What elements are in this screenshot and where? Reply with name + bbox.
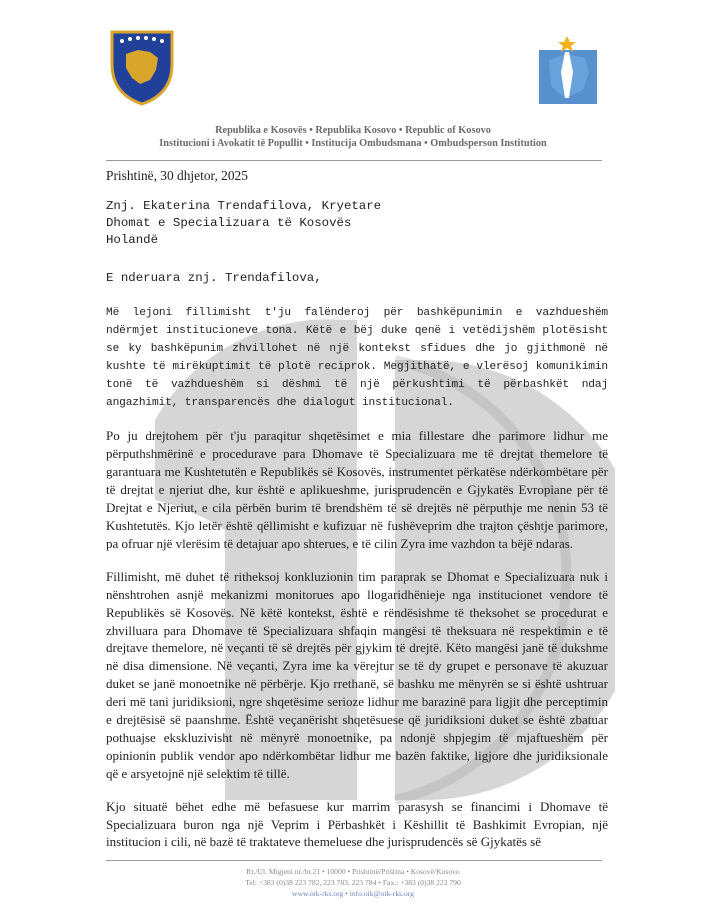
salutation: E nderuara znj. Trendafilova, bbox=[106, 271, 322, 285]
footer-links: www.oik-rks.org • info.oik@oik-rks.org bbox=[292, 889, 414, 898]
letter-body bbox=[106, 305, 608, 851]
header-divider bbox=[106, 160, 602, 161]
recipient-line: Dhomat e Specializuara të Kosovës bbox=[106, 216, 352, 230]
footer bbox=[0, 866, 706, 899]
footer-phones: Tel: +383 (0)38 223 782, 223 783, 223 784 • Fax.: +383 (0)38 223 790 bbox=[245, 878, 461, 887]
body-paragraph: Po ju drejtohem për t'ju paraqitur shqetësimet e mia fillestare dhe parimore lidhur me përputhshmërinë e procedurave para Dhomave të Specializuara me të drejtat themelore të garantuara me Kushtetutën e Republikës së Kosovës, instrumentet përkatëse ndërkombëtare për të drejtat e njeriut dhe, kur është e aplikueshme, jurisprudencën e Gjykatës Evropiane për të Drejtat e Njeriut, e cila përbën burim të brendshëm të së drejtës në përputhje me nenin 53 të Kushtetutës. Kjo letër është qëllimisht e kufizuar në fushëveprim dhe trajton çështje parimore, pa ofruar një vlerësim të detajuar apo shterues, e të cilin Zyra ime vazhdon ta bëjë ndaras. bbox=[106, 428, 608, 551]
letterhead-line-2: Institucioni i Avokatit të Popullit • Institucija Ombudsmana • Ombudsperson Institution bbox=[159, 138, 547, 149]
footer-address: Rr./Ul. Migjeni nr./br.21 • 10000 • Prishtinë/Priština • Kosovë/Kosovo bbox=[246, 867, 460, 876]
letterhead-line-1: Republika e Kosovës • Republika Kosovo • Republic of Kosovo bbox=[215, 125, 491, 136]
letter-content bbox=[106, 168, 608, 866]
ombudsperson-logo-icon bbox=[535, 28, 600, 106]
body-paragraph: Më lejoni fillimisht t'ju falënderoj për bashkëpunimin e vazhdueshëm ndërmjet institucioneve tona. Këtë e bëj duke qenë i vetëdijshëm plotësisht se ky bashkëpunim zhvillohet në një kontekst sfidues dhe jo gjithmonë në kushte të mirëkuptimit të plotë reciprok. Megjithatë, e vlerësoj komunikimin tonë të vazhdueshëm si dëshmi të një përkushtimi të përbashkët ndaj angazhimit, transparencës dhe dialogut institucional. bbox=[106, 307, 608, 409]
letterhead bbox=[0, 124, 706, 150]
body-paragraph: Kjo situatë bëhet edhe më befasuese kur marrim parasysh se financimi i Dhomave të Specializuara buron nga një Veprim i Përbashkët i Këshillit të Bashkimit Evropian, një institucion i cili, në bazë të traktateve themeluese dhe jurisprudencës së Gjykatës së bbox=[106, 798, 608, 850]
letter-date: Prishtinë, 30 dhjetor, 2025 bbox=[106, 168, 248, 183]
recipient-line: Znj. Ekaterina Trendafilova, Kryetare bbox=[106, 199, 382, 213]
recipient-block bbox=[106, 198, 608, 249]
kosovo-emblem-icon bbox=[108, 28, 176, 106]
body-paragraph: Fillimisht, më duhet të ritheksoj konkluzionin tim paraprak se Dhomat e Specializuara nuk i nënshtrohen asnjë mekanizmi monitorues apo llogaridhënieje nga institucionet vendore të Republikës së Kosovës. Në këtë kontekst, është e rëndësishme të theksohet se procedurat e zhvilluara para Dhomave të Specializuara shfaqin mangësi të theksuara në respektimin e të drejtave themelore, në veçanti të së drejtës për gjykim të drejtë. Këto mangësi janë të dukshme në disa dimensione. Në veçanti, Zyra ime ka vërejtur se të dy grupet e personave të akuzuar duket se janë monoetnike në përbërje. Kjo rrethanë, së bashku me mënyrën se si është ushtruar deri më tani juridiksioni, ngre shqetësime serioze lidhur me barazinë para ligjit dhe perceptimin e drejtësisë së paanshme. Është veçanërisht shqetësuese që juridiksioni duket se është zbatuar pothuajse ekskluzivisht në mënyrë monoetnike, pa ndonjë shpjegim të mjaftueshëm për opinionin publik vendor apo ndërkombëtar lidhur me bazën faktike, ligjore dhe juridiksionale që e arsyetojnë një selektim të tillë. bbox=[106, 568, 608, 781]
recipient-line: Holandë bbox=[106, 233, 159, 247]
